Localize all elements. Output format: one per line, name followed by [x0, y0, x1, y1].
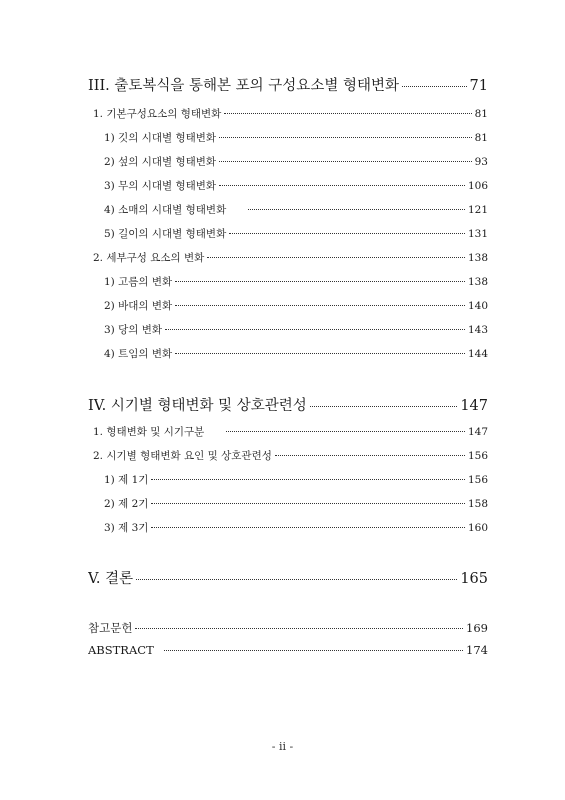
toc-label: V. 결론: [88, 571, 134, 587]
toc-leader: [219, 136, 472, 138]
toc-label: IV. 시기별 형태변화 및 상호관련성: [88, 398, 307, 414]
toc-page-number: 147: [460, 398, 488, 414]
toc-leader: [151, 502, 465, 504]
toc-references[interactable]: [88, 620, 488, 636]
toc-section-4-2[interactable]: [93, 448, 488, 463]
toc-subsection-3-2-2[interactable]: [104, 298, 488, 313]
toc-label: 3) 제 3기: [104, 522, 149, 534]
toc-leader: [402, 85, 467, 87]
toc-label: 2) 바대의 변화: [104, 300, 173, 312]
toc-subsection-3-2-4[interactable]: [104, 346, 488, 361]
toc-subsection-3-1-3[interactable]: [104, 178, 488, 193]
toc-section-4-1[interactable]: [93, 424, 488, 439]
toc-leader: [226, 430, 465, 432]
toc-leader: [219, 184, 465, 186]
toc-leader: [175, 352, 465, 354]
toc-subsection-4-2-2[interactable]: [104, 496, 488, 511]
toc-label: 1) 고름의 변화: [104, 276, 173, 288]
toc-section-3-2[interactable]: [93, 250, 488, 265]
toc-leader: [175, 304, 465, 306]
toc-leader: [164, 649, 463, 651]
toc-label: 2. 세부구성 요소의 변화: [93, 252, 205, 264]
toc-subsection-4-2-3[interactable]: [104, 520, 488, 535]
toc-section-3-1[interactable]: [93, 106, 488, 121]
toc-subsection-3-1-4[interactable]: [104, 202, 488, 217]
toc-leader: [310, 405, 458, 407]
page-number-footer: - ii -: [271, 740, 294, 753]
toc-abstract[interactable]: [88, 643, 488, 657]
toc-page-number: 81: [474, 108, 488, 120]
toc-label: 참고문헌: [88, 621, 133, 635]
toc-leader: [175, 280, 465, 282]
toc-page-number: 138: [467, 252, 488, 264]
toc-page-number: 81: [474, 132, 488, 144]
toc-leader: [275, 454, 465, 456]
toc-page-number: 158: [467, 498, 488, 510]
toc-subsection-3-1-1[interactable]: [104, 130, 488, 145]
toc-subsection-3-2-3[interactable]: [104, 322, 488, 337]
toc-label: 1) 깃의 시대별 형태변화: [104, 132, 217, 144]
toc-page-number: 169: [466, 621, 488, 635]
toc-leader: [151, 478, 465, 480]
toc-chapter-4[interactable]: [88, 394, 488, 415]
toc-page-number: 106: [467, 180, 488, 192]
toc-label: 1. 형태변화 및 시기구분: [93, 426, 205, 438]
toc-leader: [136, 578, 457, 580]
toc-page-number: 138: [467, 276, 488, 288]
toc-leader: [207, 256, 465, 258]
toc-page-number: 174: [466, 643, 488, 657]
toc-leader: [229, 232, 465, 234]
toc-leader: [135, 627, 463, 629]
toc-leader: [165, 328, 465, 330]
toc-page-number: 131: [467, 228, 488, 240]
toc-chapter-3[interactable]: [88, 74, 488, 95]
toc-label: 1. 기본구성요소의 형태변화: [93, 108, 222, 120]
toc-label: III. 출토복식을 통해본 포의 구성요소별 형태변화: [88, 78, 399, 94]
toc-label: 2. 시기별 형태변화 요인 및 상호관련성: [93, 450, 272, 462]
toc-page-number: 93: [474, 156, 488, 168]
toc-page-number: 140: [467, 300, 488, 312]
toc-subsection-3-2-1[interactable]: [104, 274, 488, 289]
toc-label: 2) 섶의 시대별 형태변화: [104, 156, 217, 168]
toc-page-number: 165: [460, 571, 488, 587]
toc-leader: [151, 526, 465, 528]
toc-page-number: 147: [467, 426, 488, 438]
toc-page-number: 160: [467, 522, 488, 534]
toc-label: 2) 제 2기: [104, 498, 149, 510]
toc-leader: [219, 160, 472, 162]
toc-leader: [248, 208, 465, 210]
toc-page-number: 156: [467, 474, 488, 486]
toc-subsection-4-2-1[interactable]: [104, 472, 488, 487]
toc-leader: [224, 112, 471, 114]
toc-subsection-3-1-2[interactable]: [104, 154, 488, 169]
toc-label: 5) 길이의 시대별 형태변화: [104, 228, 227, 240]
toc-page-number: 71: [469, 78, 488, 94]
toc-subsection-3-1-5[interactable]: [104, 226, 488, 241]
toc-page-number: 144: [467, 348, 488, 360]
toc-label: ABSTRACT: [88, 643, 154, 657]
toc-label: 3) 무의 시대별 형태변화: [104, 180, 217, 192]
toc-page-number: 143: [467, 324, 488, 336]
toc-chapter-5[interactable]: [88, 567, 488, 588]
toc-label: 3) 당의 변화: [104, 324, 163, 336]
toc-label: 4) 트임의 변화: [104, 348, 173, 360]
toc-label: 1) 제 1기: [104, 474, 149, 486]
toc-page-number: 156: [467, 450, 488, 462]
toc-page-number: 121: [467, 204, 488, 216]
toc-label: 4) 소매의 시대별 형태변화: [104, 204, 227, 216]
